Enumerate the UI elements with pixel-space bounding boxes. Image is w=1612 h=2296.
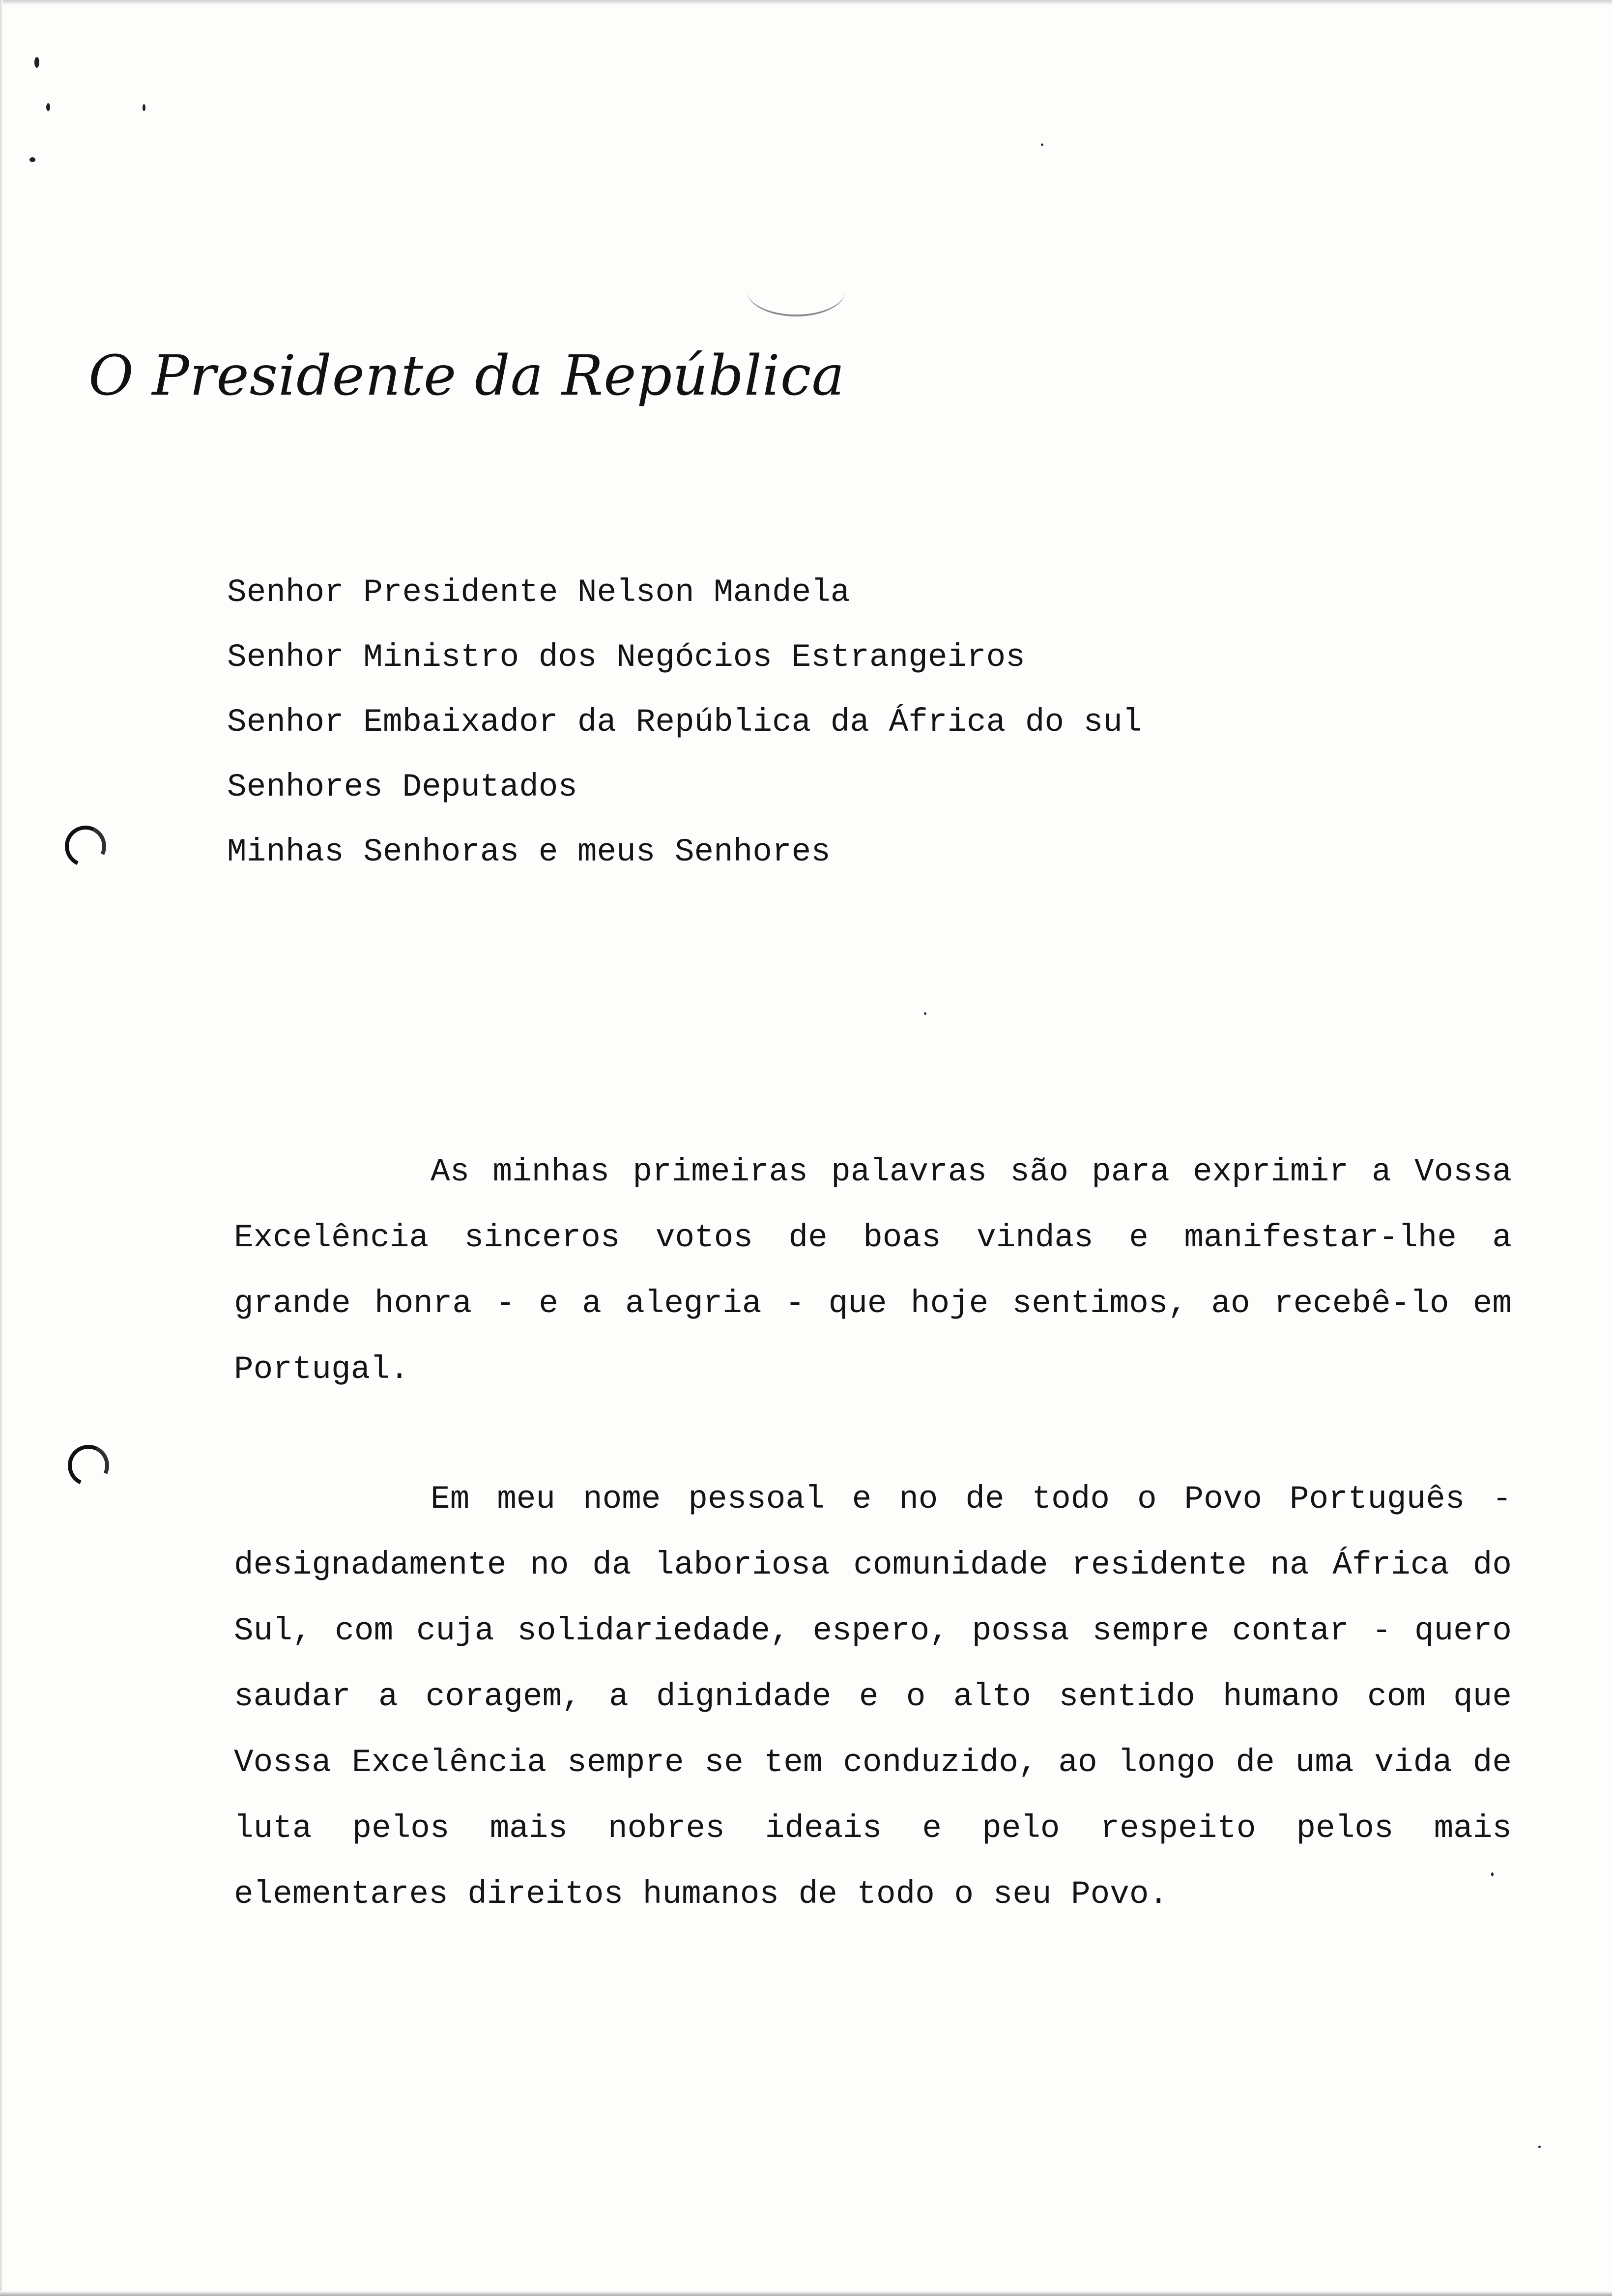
salutation-line: Senhores Deputados — [227, 769, 577, 805]
scan-speck — [924, 1012, 926, 1015]
punch-hole — [62, 1439, 115, 1492]
salutation-line: Senhor Ministro dos Negócios Estrangeiros — [227, 639, 1025, 676]
scan-edge-bottom — [0, 2291, 1612, 2296]
scan-speck — [34, 57, 39, 68]
scan-speck — [29, 157, 35, 162]
salutation-line: Minhas Senhoras e meus Senhores — [227, 833, 831, 870]
salutation-list — [227, 560, 1407, 885]
scan-speck — [143, 104, 145, 111]
scan-speck — [1041, 144, 1043, 146]
scan-speck — [1538, 2146, 1541, 2148]
scan-edge-top — [0, 0, 1612, 5]
scan-speck — [46, 103, 50, 111]
scan-edge-left — [0, 0, 3, 2296]
salutation-line: Senhor Embaixador da República da África do sul — [227, 704, 1142, 741]
letterhead-title: O Presidente da República — [88, 344, 845, 408]
faint-stamp-mark — [747, 265, 845, 316]
body-paragraph-2: Em meu nome pessoal e no de todo o Povo Português - designadamente no da laboriosa comunidade residente na África do Sul, com cuja solidariedade, espero, possa sempre contar - quero saudar a coragem, a dignidade e o alto sentido humano com que Vossa Excelência sempre se tem conduzido, ao longo de uma vida de luta pelos mais nobres ideais e pelo respeito pelos mais elementares direitos humanos de todo o seu Povo. — [234, 1481, 1512, 1913]
salutation-line: Senhor Presidente Nelson Mandela — [227, 574, 850, 611]
body-paragraph-1: As minhas primeiras palavras são para exprimir a Vossa Excelência sinceros votos de boas vindas e manifestar-lhe a grande honra - e a alegria - que hoje sentimos, ao recebê-lo em Portugal. — [234, 1153, 1512, 1388]
punch-hole — [59, 820, 112, 873]
